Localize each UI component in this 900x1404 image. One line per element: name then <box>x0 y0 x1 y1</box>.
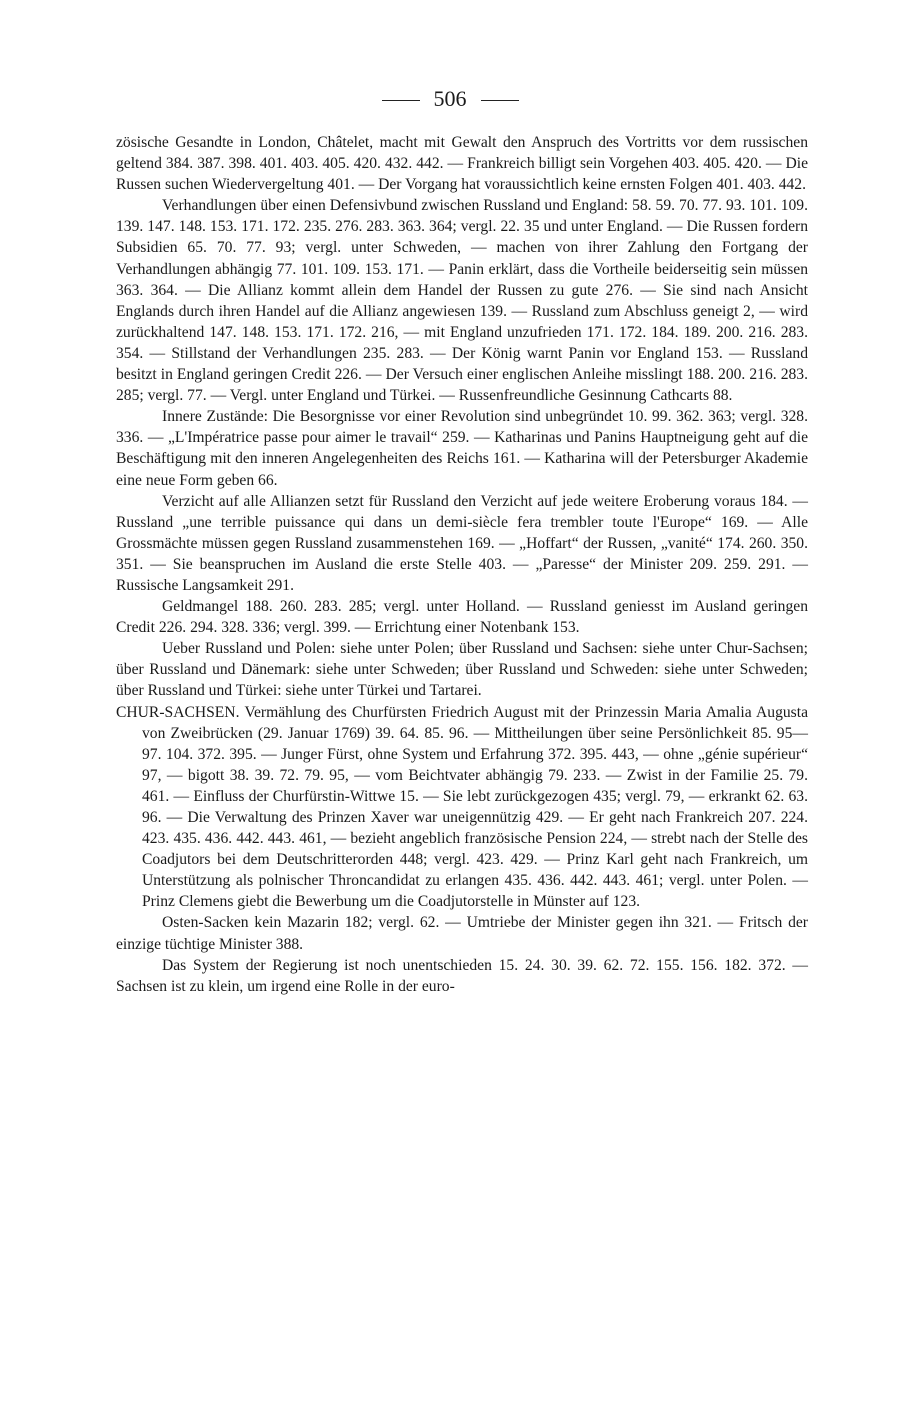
paragraph-innere-zustaende: Innere Zustände: Die Besorgnisse vor einer Revolution sind unbegründet 10. 99. 362. 363; vergl. 328. 336. — „L'Impératrice passe pour aimer le travail“ 259. — Katharinas und Panins Hauptneigung geht auf die Beschäftigung mit den inneren Angelegenheiten des Reichs 161. — Katharina will der Petersburger Akademie eine neue Form geben 66. <box>116 408 808 489</box>
page-header <box>0 86 900 112</box>
paragraph-system-regierung: Das System der Regierung ist noch unentschieden 15. 24. 30. 39. 62. 72. 155. 156. 182. 372. — Sachsen ist zu klein, um irgend eine Rolle in der euro- <box>116 956 808 995</box>
paragraph-cross-references: Ueber Russland und Polen: siehe unter Polen; über Russland und Sachsen: siehe unter Chur-Sachsen; über Russland und Dänemark: siehe unter Schweden; über Russland und Schweden: siehe unter Schweden; über Russland und Türkei: siehe unter Türkei und Tartarei. <box>116 640 808 700</box>
paragraph-continuation: zösische Gesandte in London, Châtelet, macht mit Gewalt den Anspruch des Vortritts vor dem russischen geltend 384. 387. 398. 401. 403. 405. 420. 432. 442. — Frankreich billigt sein Vorgehen 403. 405. 420. — Die Russen suchen Wiedervergeltung 401. — Der Vorgang hat voraussichtlich keine ernsten Folgen 401. 403. 442. <box>116 134 808 194</box>
entry-chur-sachsen: CHUR-SACHSEN. Vermählung des Churfürsten Friedrich August mit der Prinzessin Maria Amalia Augusta von Zweibrücken (29. Januar 1769) 39. 64. 85. 96. — Mittheilungen über seine Persönlichkeit 85. 95—97. 104. 372. 395. — Junger Fürst, ohne System und Erfahrung 372. 395. 443, — ohne „génie supérieur“ 97, — bigott 38. 39. 72. 79. 95, — vom Beichtvater abhängig 79. 233. — Zwist in der Familie 25. 79. 461. — Einfluss der Churfürstin-Wittwe 15. — Sie lebt zurückgezogen 435; vergl. 79, — erkrankt 62. 63. 96. — Die Verwaltung des Prinzen Xaver war uneigennützig 429. — Er geht nach Frankreich 207. 224. 423. 435. 436. 442. 443. 461, — bezieht angeblich französische Pension 224, — strebt nach der Stelle des Coadjutors bei dem Deutschritterorden 448; vergl. 423. 429. — Prinz Karl geht nach Frankreich, um Unterstützung als polnischer Throncandidat zu erlangen 435. 436. 442. 443. 461; vergl. unter Polen. — Prinz Clemens giebt die Bewerbung um die Coadjutorstelle in Münster auf 123. <box>116 703 808 911</box>
page-number: 506 <box>433 86 467 111</box>
paragraph-osten-sacken: Osten-Sacken kein Mazarin 182; vergl. 62. — Umtriebe der Minister gegen ihn 321. — Fritsch der einzige tüchtige Minister 388. <box>116 914 808 953</box>
paragraph-geldmangel: Geldmangel 188. 260. 283. 285; vergl. unter Holland. — Russland geniesst im Ausland geringen Credit 226. 294. 328. 336; vergl. 399. — Errichtung einer Notenbank 153. <box>116 598 808 637</box>
index-text <box>116 132 808 997</box>
paragraph-verzicht: Verzicht auf alle Allianzen setzt für Russland den Verzicht auf jede weitere Eroberung voraus 184. — Russland „une terrible puissance qui dans un demi-siècle fera trembler toute l'Europe“ 169. — Alle Grossmächte müssen gegen Russland zusammenstehen 169. — „Hoffart“ der Russen, „vanité“ 174. 260. 350. 351. — Sie beanspruchen im Ausland die erste Stelle 403. — „Paresse“ der Minister 209. 259. 291. — Russische Langsamkeit 291. <box>116 492 808 594</box>
header-rule-left <box>382 100 420 101</box>
header-rule-right <box>481 100 519 101</box>
paragraph-defensivbund: Verhandlungen über einen Defensivbund zwischen Russland und England: 58. 59. 70. 77. 93. 101. 109. 139. 147. 148. 153. 171. 172. 235. 276. 283. 363. 364; vergl. 22. 35 und unter England. — Die Russen fordern Subsidien 65. 70. 77. 93; vergl. unter Schweden, — machen von ihrer Zahlung den Fortgang der Verhandlungen abhängig 77. 101. 109. 153. 171. — Panin erklärt, dass die Vortheile beiderseitig sein müssen 363. 364. — Die Allianz kommt allein dem Handel der Russen zu gute 276. — Sie sind nach Ansicht Englands durch ihren Handel auf die Allianz angewiesen 139. — Russland zum Abschluss geneigt 2, — wird zurückhaltend 147. 148. 153. 171. 172. 216, — mit England unzufrieden 171. 172. 184. 189. 200. 216. 283. 354. — Stillstand der Verhandlungen 235. 283. — Der König warnt Panin vor England 153. — Russland besitzt in England geringen Credit 226. — Der Versuch einer englischen Anleihe misslingt 188. 200. 216. 283. 285; vergl. 77. — Vergl. unter England und Türkei. — Russenfreundliche Gesinnung Cathcarts 88. <box>116 197 808 405</box>
